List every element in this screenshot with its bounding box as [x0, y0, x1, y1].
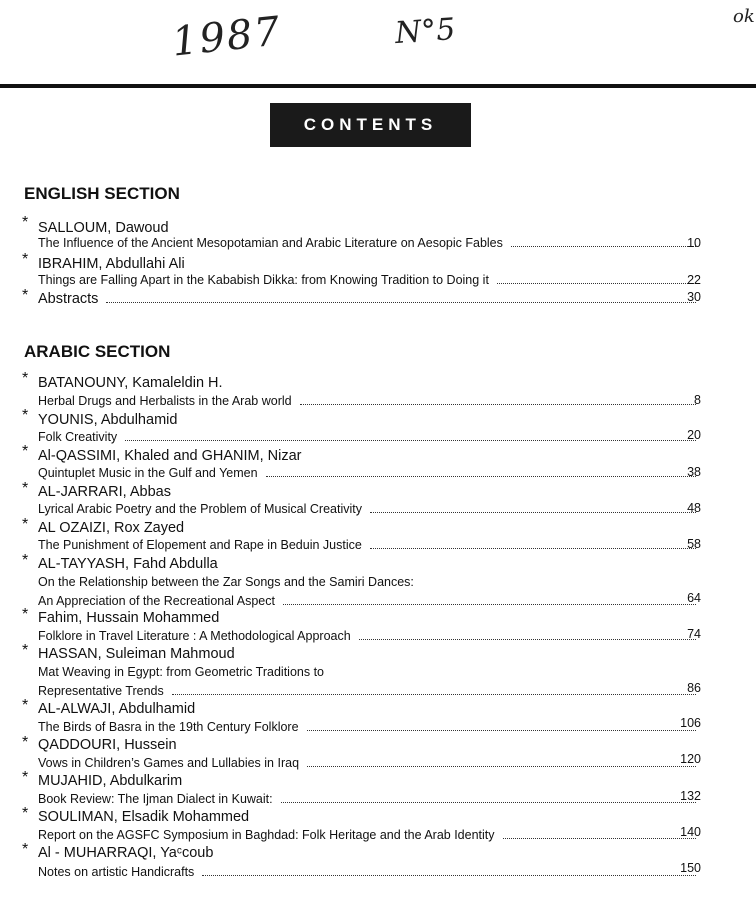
dot-leader	[511, 237, 696, 247]
entry-author: YOUNIS, Abdulhamid	[38, 412, 178, 428]
entry-title-line	[38, 273, 704, 287]
handwritten-year: 1987	[169, 8, 284, 66]
entry-page: 140	[680, 825, 701, 839]
bullet-star-icon: *	[22, 734, 29, 751]
entry-page: 30	[687, 290, 701, 304]
entry-author: BATANOUNY, Kamaleldin H.	[38, 375, 223, 391]
entry-title-line	[38, 828, 704, 842]
bullet-star-icon: *	[22, 606, 29, 623]
entry-page: 150	[680, 861, 701, 875]
entry-title-line	[38, 291, 704, 307]
entry-author: QADDOURI, Hussein	[38, 737, 177, 753]
english-section-title: ENGLISH SECTION	[24, 184, 180, 203]
entry-title: Notes on artistic Handicrafts	[38, 865, 195, 879]
dot-leader	[370, 539, 696, 549]
entry-title: Vows in Children’s Games and Lullabies in Iraq	[38, 756, 300, 770]
entry-author: AL-JARRARI, Abbas	[38, 484, 171, 500]
dot-leader	[125, 431, 696, 441]
bullet-star-icon: *	[22, 841, 29, 858]
entry-page: 86	[687, 681, 701, 695]
entry-title: The Punishment of Elopement and Rape in Beduin Justice	[38, 538, 362, 552]
entry-title: Representative Trends	[38, 684, 164, 698]
entry-title-line	[38, 684, 704, 698]
bullet-star-icon: *	[22, 370, 29, 387]
entry-title: Quintuplet Music in the Gulf and Yemen	[38, 466, 258, 480]
entry-title-line	[38, 594, 704, 608]
entry-author: Al - MUHARRAQI, Yaᶜcoub	[38, 845, 214, 861]
entry-title-line	[38, 629, 704, 643]
entry-title: Folklore in Travel Literature : A Methodological Approach	[38, 629, 351, 643]
arabic-section-title: ARABIC SECTION	[24, 342, 171, 361]
bullet-star-icon: *	[22, 407, 29, 424]
entry-page: 132	[680, 789, 701, 803]
entry-page: 22	[687, 273, 701, 287]
entry-author: AL-TAYYASH, Fahd Abdulla	[38, 556, 218, 572]
dot-leader	[172, 685, 696, 695]
entry-page: 48	[687, 501, 701, 515]
dot-leader	[370, 503, 696, 513]
entry-page: 64	[687, 591, 701, 605]
dot-leader	[281, 793, 696, 803]
bullet-star-icon: *	[22, 805, 29, 822]
bullet-star-icon: *	[22, 480, 29, 497]
dot-leader	[283, 595, 696, 605]
entry-page: 74	[687, 627, 701, 641]
entry-author: SALLOUM, Dawoud	[38, 220, 169, 236]
entry-author: AL OZAIZI, Rox Zayed	[38, 520, 185, 536]
entry-title-line	[38, 538, 704, 552]
handwritten-issue-number: N°5	[393, 11, 457, 52]
entry-author: HASSAN, Suleiman Mahmoud	[38, 646, 235, 662]
entry-title: Report on the AGSFC Symposium in Baghdad: Folk Heritage and the Arab Identity	[38, 828, 495, 842]
entry-author: Al-QASSIMI, Khaled and GHANIM, Nizar	[38, 448, 302, 464]
bullet-star-icon: *	[22, 214, 29, 231]
entry-title-line	[38, 665, 324, 679]
dot-leader	[503, 829, 696, 839]
dot-leader	[497, 274, 696, 284]
entry-page: 106	[680, 716, 701, 730]
entry-title-line	[38, 792, 704, 806]
entry-title-line	[38, 756, 704, 770]
entry-author: SOULIMAN, Elsadik Mohammed	[38, 809, 250, 825]
entry-title: Folk Creativity	[38, 430, 118, 444]
dot-leader	[307, 721, 696, 731]
entry-page: 10	[687, 236, 701, 250]
dot-leader	[266, 467, 696, 477]
entry-page: 38	[687, 465, 701, 479]
entry-author: MUJAHID, Abdulkarim	[38, 773, 183, 789]
bullet-star-icon: *	[22, 697, 29, 714]
entry-title-line	[38, 502, 704, 516]
bullet-star-icon: *	[22, 287, 29, 304]
entry-author: Fahim, Hussain Mohammed	[38, 610, 220, 626]
entry-title: Herbal Drugs and Herbalists in the Arab world	[38, 394, 292, 408]
dot-leader	[202, 866, 696, 876]
entry-title: The Birds of Basra in the 19th Century Folklore	[38, 720, 299, 734]
dot-leader	[300, 395, 696, 405]
dot-leader	[307, 757, 696, 767]
entry-page: 58	[687, 537, 701, 551]
contents-banner: CONTENTS	[270, 103, 471, 147]
entry-title: Lyrical Arabic Poetry and the Problem of Musical Creativity	[38, 502, 362, 516]
entry-subtitle: On the Relationship between the Zar Songs and the Samiri Dances:	[38, 575, 414, 589]
entry-title: Things are Falling Apart in the Kababish Dikka: from Knowing Tradition to Doing it	[38, 273, 489, 287]
entry-subtitle: Mat Weaving in Egypt: from Geometric Traditions to	[38, 665, 324, 679]
entry-title: An Appreciation of the Recreational Aspect	[38, 594, 275, 608]
entry-title-line	[38, 236, 704, 250]
bullet-star-icon: *	[22, 443, 29, 460]
dot-leader	[359, 630, 696, 640]
bullet-star-icon: *	[22, 769, 29, 786]
bullet-star-icon: *	[22, 552, 29, 569]
entry-author: AL-ALWAJI, Abdulhamid	[38, 701, 196, 717]
entry-title: Book Review: The Ijman Dialect in Kuwait:	[38, 792, 273, 806]
entry-title-line	[38, 466, 704, 480]
entry-title: Abstracts	[38, 291, 99, 307]
top-rule	[0, 84, 756, 88]
entry-author: IBRAHIM, Abdullahi Ali	[38, 256, 185, 272]
bullet-star-icon: *	[22, 642, 29, 659]
entry-page: 8	[694, 393, 701, 407]
entry-title-line	[38, 720, 704, 734]
entry-title: The Influence of the Ancient Mesopotamian and Arabic Literature on Aesopic Fables	[38, 236, 503, 250]
entry-title-line	[38, 430, 704, 444]
bullet-star-icon: *	[22, 251, 29, 268]
dot-leader	[106, 293, 696, 303]
handwritten-mark: ok	[733, 6, 755, 27]
bullet-star-icon: *	[22, 516, 29, 533]
entry-title-line	[38, 865, 704, 879]
entry-title-line	[38, 575, 414, 589]
entry-page: 120	[680, 752, 701, 766]
entry-title-line	[38, 394, 704, 408]
entry-page: 20	[687, 428, 701, 442]
